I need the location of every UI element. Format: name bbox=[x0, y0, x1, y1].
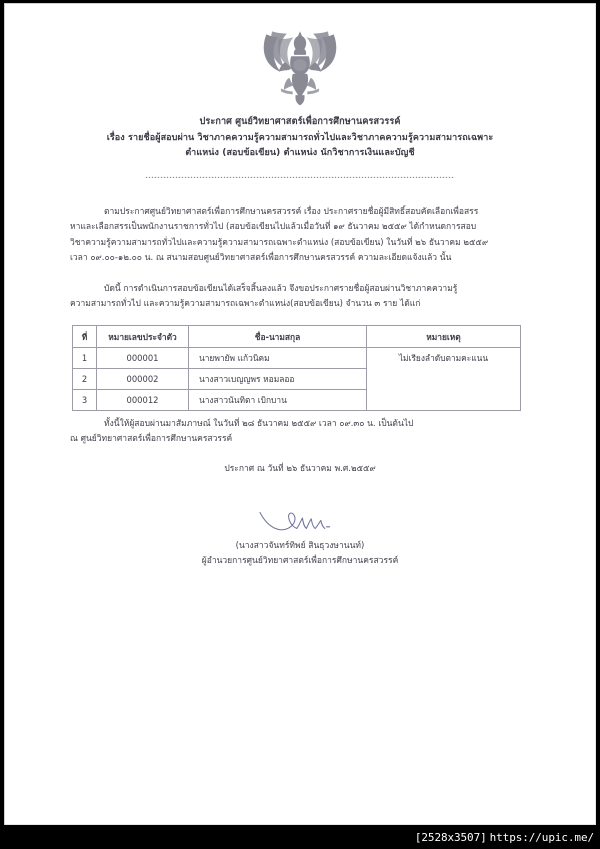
heading-line-2: เรื่อง รายชื่อผู้สอบผ่าน วิชาภาคความรู้ความสามารถทั่วไปและวิชาภาคความรู้ความสามารถเฉพาะ bbox=[106, 132, 494, 143]
dotted-separator bbox=[145, 175, 455, 178]
paragraph-1-line-2: หาและเลือกสรรเป็นพนักงานราชการทั่วไป (สอบข้อเขียนไปแล้วเมื่อวันที่ ๑๙ ธันวาคม ๒๕๕๙ ได้กำหนดการสอบ bbox=[70, 222, 477, 233]
paragraph-background bbox=[70, 205, 530, 267]
cell-no: 3 bbox=[73, 390, 97, 411]
heading-line-3: ตำแหน่ง (สอบข้อเขียน) ตำแหน่ง นักวิชาการเงินและบัญชี bbox=[185, 148, 415, 158]
signature-block bbox=[4, 507, 596, 569]
table-row bbox=[73, 348, 521, 369]
cell-id: 000001 bbox=[97, 348, 189, 369]
column-header-note: หมายเหตุ bbox=[367, 326, 521, 348]
paragraph-interview-notice bbox=[70, 417, 530, 448]
image-dimensions-label: [2528x3507] bbox=[414, 830, 487, 844]
table-header-row bbox=[73, 326, 521, 348]
heading-line-1: ประกาศ ศูนย์วิทยาศาสตร์เพื่อการศึกษานครสวรรค์ bbox=[199, 117, 401, 127]
paragraph-1-line-1: ตามประกาศศูนย์วิทยาศาสตร์เพื่อการศึกษานครสวรรค์ เรื่อง ประกาศรายชื่อผู้มีสิทธิ์สอบคัดเลือกเพื่อสรร bbox=[104, 207, 479, 217]
watermark-url[interactable]: https://upic.me/ bbox=[489, 830, 594, 844]
results-table bbox=[72, 325, 521, 411]
paragraph-2-line-2: ความสามารถทั่วไป และความรู้ความสามารถเฉพาะตำแหน่ง(สอบข้อเขียน) จำนวน ๓ ราย ได้แก่ bbox=[70, 299, 421, 310]
cell-name: นางสาวนันทิตา เบิกบาน bbox=[189, 390, 367, 411]
paragraph-1-line-4: เวลา ๐๙.๐๐-๑๒.๐๐ น. ณ สนามสอบศูนย์วิทยาศาสตร์เพื่อการศึกษานครสวรรค์ ความละเอียดแจ้งแล้ว นั้น bbox=[70, 253, 452, 264]
document-heading bbox=[4, 115, 596, 162]
cell-id: 000012 bbox=[97, 390, 189, 411]
garuda-emblem bbox=[256, 27, 344, 109]
cell-name: นายพายัพ แก้วนิคม bbox=[189, 348, 367, 369]
paragraph-issue-date bbox=[70, 462, 530, 477]
emblem-container bbox=[4, 27, 596, 113]
cell-note: ไม่เรียงลำดับตามคะแนน bbox=[367, 348, 521, 411]
cell-name: นางสาวเบญญพร หอมลออ bbox=[189, 369, 367, 390]
paragraph-3-line-1: ทั้งนี้ให้ผู้สอบผ่านมาสัมภาษณ์ ในวันที่ ๒๘ ธันวาคม ๒๕๕๙ เวลา ๐๙.๓๐ น. เป็นต้นไป bbox=[104, 419, 414, 429]
document-body bbox=[4, 3, 596, 825]
signatory-title: ผู้อำนวยการศูนย์วิทยาศาสตร์เพื่อการศึกษานครสวรรค์ bbox=[201, 556, 399, 566]
paragraph-1-line-3: วิชาความรู้ความสามารถทั่วไปและความรู้ความสามารถเฉพาะตำแหน่ง (สอบข้อเขียน) ในวันที่ ๒๖ ธันวาคม ๒๕๕๙ bbox=[70, 237, 489, 248]
paragraph-2-line-1: บัดนี้ การดำเนินการสอบข้อเขียนได้เสร็จสิ้นลงแล้ว จึงขอประกาศรายชื่อผู้สอบผ่านวิชาภาคความรู้ bbox=[104, 284, 458, 294]
column-header-no: ที่ bbox=[73, 326, 97, 348]
issue-date-line: ประกาศ ณ วันที่ ๒๖ ธันวาคม พ.ศ.๒๕๕๙ bbox=[224, 464, 376, 474]
paragraph-3-line-2: ณ ศูนย์วิทยาศาสตร์เพื่อการศึกษานครสวรรค์ bbox=[70, 434, 233, 445]
cell-no: 2 bbox=[73, 369, 97, 390]
column-header-id: หมายเลขประจำตัว bbox=[97, 326, 189, 348]
cell-id: 000002 bbox=[97, 369, 189, 390]
scanned-page bbox=[4, 3, 596, 825]
footer-watermark-bar bbox=[0, 825, 600, 849]
cell-no: 1 bbox=[73, 348, 97, 369]
signatory-name: (นางสาวจันทร์ทิพย์ สินธุวงษานนท์) bbox=[235, 541, 365, 551]
handwritten-signature bbox=[252, 507, 348, 537]
column-header-name: ชื่อ-นามสกุล bbox=[189, 326, 367, 348]
paragraph-results-intro bbox=[70, 282, 530, 313]
